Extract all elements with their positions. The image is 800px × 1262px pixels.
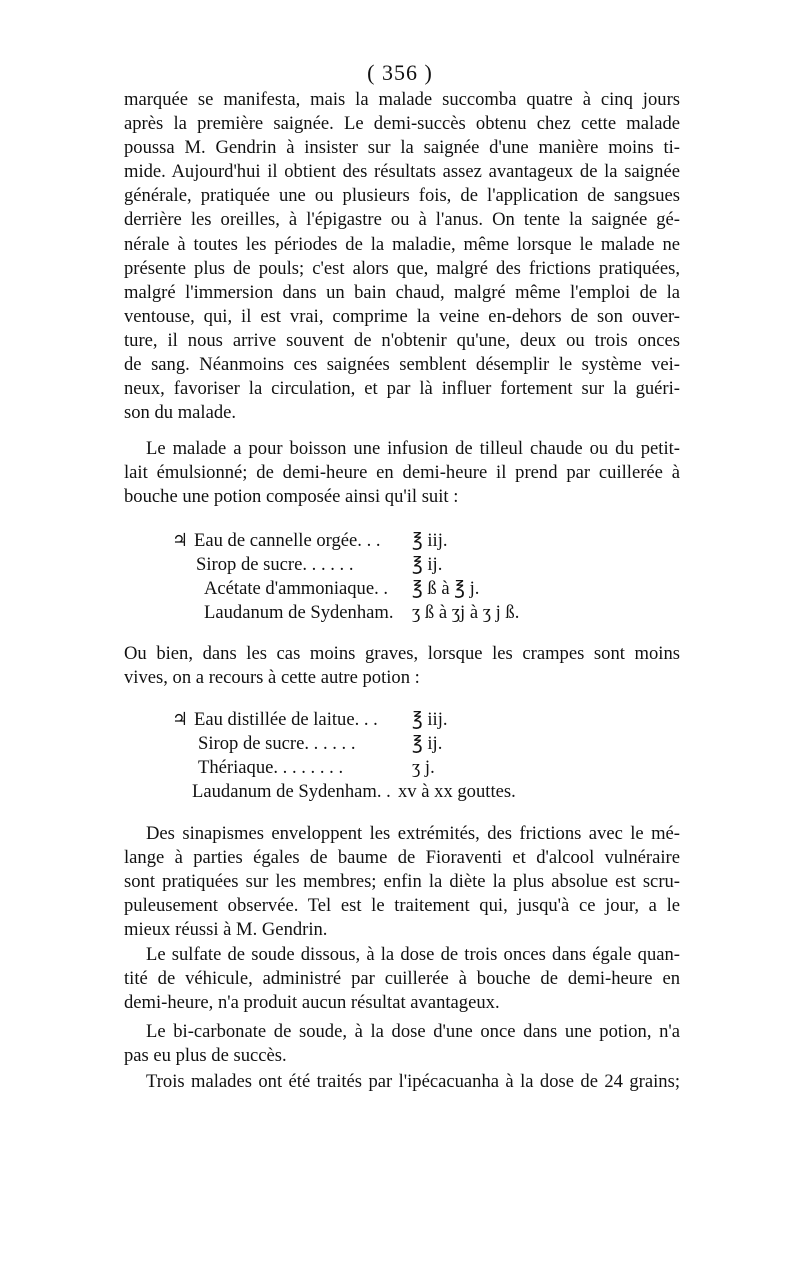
text-line: Le malade a pour boisson une infusion de tilleul chaude ou du petit-	[146, 438, 680, 459]
text-line: nérale à toutes les périodes de la maladie, même lorsque le malade ne	[124, 233, 680, 255]
ingredient-quantity: ʒ ß à ʒj à ʒ j ß.	[412, 602, 520, 623]
paragraph-4	[124, 822, 680, 942]
text-line: Le sulfate de soude dissous, à la dose de trois onces dans égale quan-	[146, 944, 680, 965]
ingredient-label: Laudanum de Sydenham.	[204, 602, 394, 623]
text-line: après la première saignée. Le demi-succès obtenu chez cette malade	[124, 113, 680, 135]
page-number: ( 356 )	[367, 60, 433, 85]
text-line: marquée se manifesta, mais la malade succomba quatre à cinq jours	[124, 89, 680, 110]
ingredient-label: Eau distillée de laitue. . .	[194, 709, 378, 730]
ingredient-label: Thériaque. . . . . . . .	[198, 757, 344, 778]
paragraph-7	[124, 1070, 680, 1094]
rx-icon: ♃	[172, 530, 189, 550]
text-line: lait émulsionné; de demi-heure en demi-heure il prend par cuillerée à	[124, 462, 680, 484]
paragraph-3	[124, 642, 680, 690]
ingredient-label: Sirop de sucre. . . . . .	[198, 733, 356, 754]
text-line: tité de véhicule, administré par cuillerée à bouche de demi-heure en	[124, 968, 680, 990]
text-line: son du malade.	[124, 402, 237, 424]
paragraph-2	[124, 437, 680, 509]
paragraph-5	[124, 943, 680, 1015]
text-line: Des sinapismes enveloppent les extrémités, des frictions avec le mé-	[146, 823, 680, 844]
ingredient-quantity: xv à xx gouttes.	[398, 781, 516, 802]
text-line: bouche une potion composée ainsi qu'il suit :	[124, 486, 459, 508]
text-line: ture, il nous arrive souvent de n'obtenir qu'une, deux ou trois onces	[124, 329, 680, 351]
ingredient-quantity: ℥ iij.	[412, 530, 448, 551]
rx-icon: ♃	[172, 709, 189, 729]
text-line: présente plus de pouls; c'est alors que, malgré des frictions pratiquées,	[124, 257, 680, 279]
text-line: mide. Aujourd'hui il obtient des résultats assez avantageux de la saignée	[124, 161, 680, 183]
ingredient-quantity: ℥ ij.	[412, 733, 443, 754]
text-line: mieux réussi à M. Gendrin.	[124, 919, 328, 941]
prescription-1	[172, 530, 592, 630]
text-line: pas eu plus de succès.	[124, 1045, 287, 1067]
paragraph-6	[124, 1020, 680, 1068]
ingredient-quantity: ℥ ij.	[412, 554, 443, 575]
ingredient-label: Laudanum de Sydenham. .	[192, 781, 391, 802]
text-line: Trois malades ont été traités par l'ipécacuanha à la dose de 24 grains;	[146, 1071, 680, 1092]
text-line: ventouse, qui, il est vrai, comprime la veine en-dehors de son ouver-	[124, 305, 680, 327]
paragraph-1	[124, 88, 680, 425]
text-line: Ou bien, dans les cas moins graves, lorsque les crampes sont moins	[124, 643, 680, 664]
text-line: poussa M. Gendrin à insister sur la saignée d'une manière moins ti-	[124, 137, 680, 159]
text-line: lange à parties égales de baume de Fioraventi et d'alcool vulnéraire	[124, 847, 680, 869]
ingredient-label: Eau de cannelle orgée. . .	[194, 530, 381, 551]
text-line: puleusement observée. Tel est le traitement qui, jusqu'à ce jour, a le	[124, 895, 680, 917]
prescription-row	[172, 530, 448, 554]
ingredient-quantity: ℥ ß à ℥ j.	[412, 578, 480, 599]
ingredient-quantity: ʒ j.	[412, 757, 435, 778]
prescription-2	[172, 709, 592, 809]
ingredient-quantity: ℥ iij.	[412, 709, 448, 730]
text-line: malgré l'immersion dans un bain chaud, malgré même l'emploi de la	[124, 281, 680, 303]
text-line: demi-heure, n'a produit aucun résultat avantageux.	[124, 992, 500, 1014]
ingredient-label: Sirop de sucre. . . . . .	[196, 554, 354, 575]
text-line: neux, favoriser la circulation, et par là influer fortement sur la guéri-	[124, 378, 680, 400]
text-line: générale, pratiquée une ou plusieurs fois, de l'application de sangsues	[124, 185, 680, 207]
ingredient-label: Acétate d'ammoniaque. .	[204, 578, 389, 599]
text-line: vives, on a recours à cette autre potion :	[124, 667, 420, 689]
text-line: sont pratiquées sur les membres; enfin la diète la plus absolue est scru-	[124, 871, 680, 893]
text-line: Le bi-carbonate de soude, à la dose d'une once dans une potion, n'a	[146, 1021, 680, 1042]
text-line: derrière les oreilles, à l'épigastre ou à l'anus. On tente la saignée gé-	[124, 209, 680, 231]
text-line: de sang. Néanmoins ces saignées semblent désemplir le système vei-	[124, 354, 680, 376]
prescription-row	[172, 709, 448, 733]
